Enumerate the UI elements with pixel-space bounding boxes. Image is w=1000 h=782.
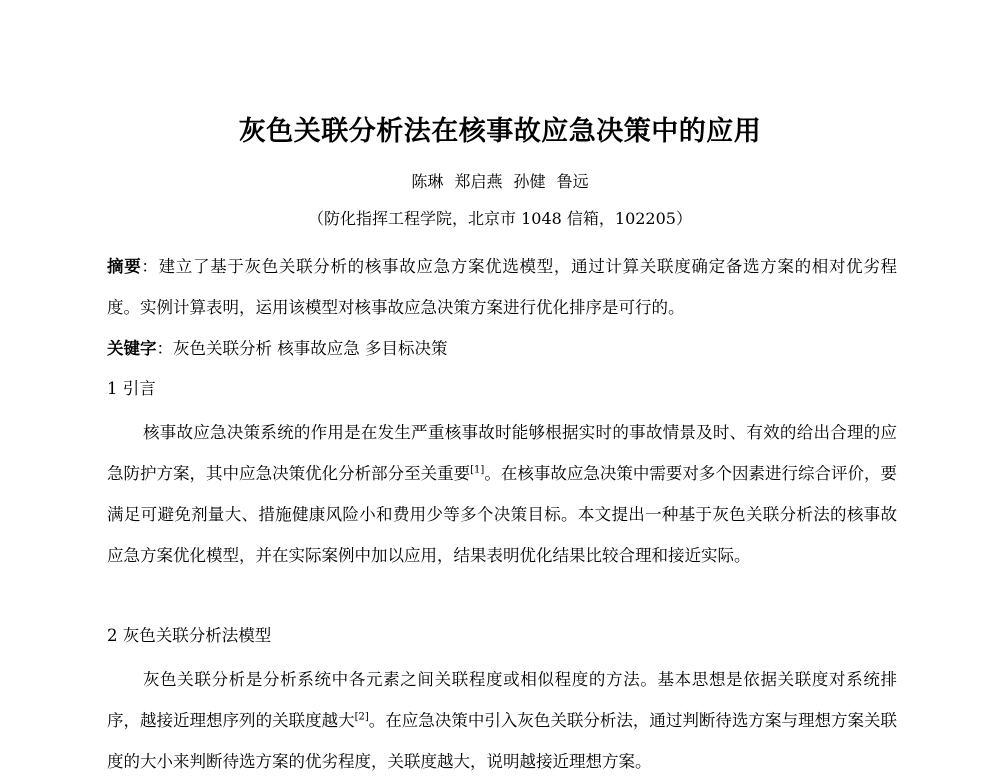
model-paragraph [107,659,897,782]
author-affiliation: （防化指挥工程学院，北京市 1048 信箱，102205） [308,209,692,228]
section-heading-introduction: 1 引言 [107,379,156,398]
keywords-paragraph [107,328,897,369]
model-text-part1: 灰色关联分析是分析系统中各元素之间关联程度或相似程度的方法。基本思想是依据关联度对系统排序，越接近理想序列的关联度越大 [107,670,897,730]
citation-ref-2: [2] [354,711,369,723]
introduction-text-part2: 。在核事故应急决策中需要对多个因素进行综合评价，要满足可避免剂量大、措施健康风险小和费用少等多个决策目标。本文提出一种基于灰色关联分析法的核事故应急方案优化模型，并在实际案例中加以应用，结果表明优化结果比较合理和接近实际。 [107,464,898,565]
model-text-part2: 。在应急决策中引入灰色关联分析法，通过判断待选方案与理想方案关联度的大小来判断待选方案的优劣程度，关联度越大，说明越接近理想方案。 [107,711,898,771]
abstract-label: 摘要 [107,257,142,276]
paper-title: 灰色关联分析法在核事故应急决策中的应用 [238,116,762,147]
keywords-text: ：灰色关联分析 核事故应急 多目标决策 [156,339,448,358]
citation-ref-1: [1] [470,464,485,476]
section-heading-grey-relational-model: 2 灰色关联分析法模型 [107,626,272,645]
introduction-text-part1: 核事故应急决策系统的作用是在发生严重核事故时能够根据实时的事故情景及时、有效的给出合理的应急防护方案，其中应急决策优化分析部分至关重要 [107,423,897,483]
keywords-label: 关键字 [107,339,157,358]
abstract-paragraph [107,246,897,328]
introduction-paragraph [107,412,897,576]
author-list: 陈琳 郑启燕 孙健 鲁远 [411,172,589,191]
abstract-text: ：建立了基于灰色关联分析的核事故应急方案优选模型，通过计算关联度确定备选方案的相对优劣程度。实例计算表明，运用该模型对核事故应急决策方案进行优化排序是可行的。 [107,257,898,317]
